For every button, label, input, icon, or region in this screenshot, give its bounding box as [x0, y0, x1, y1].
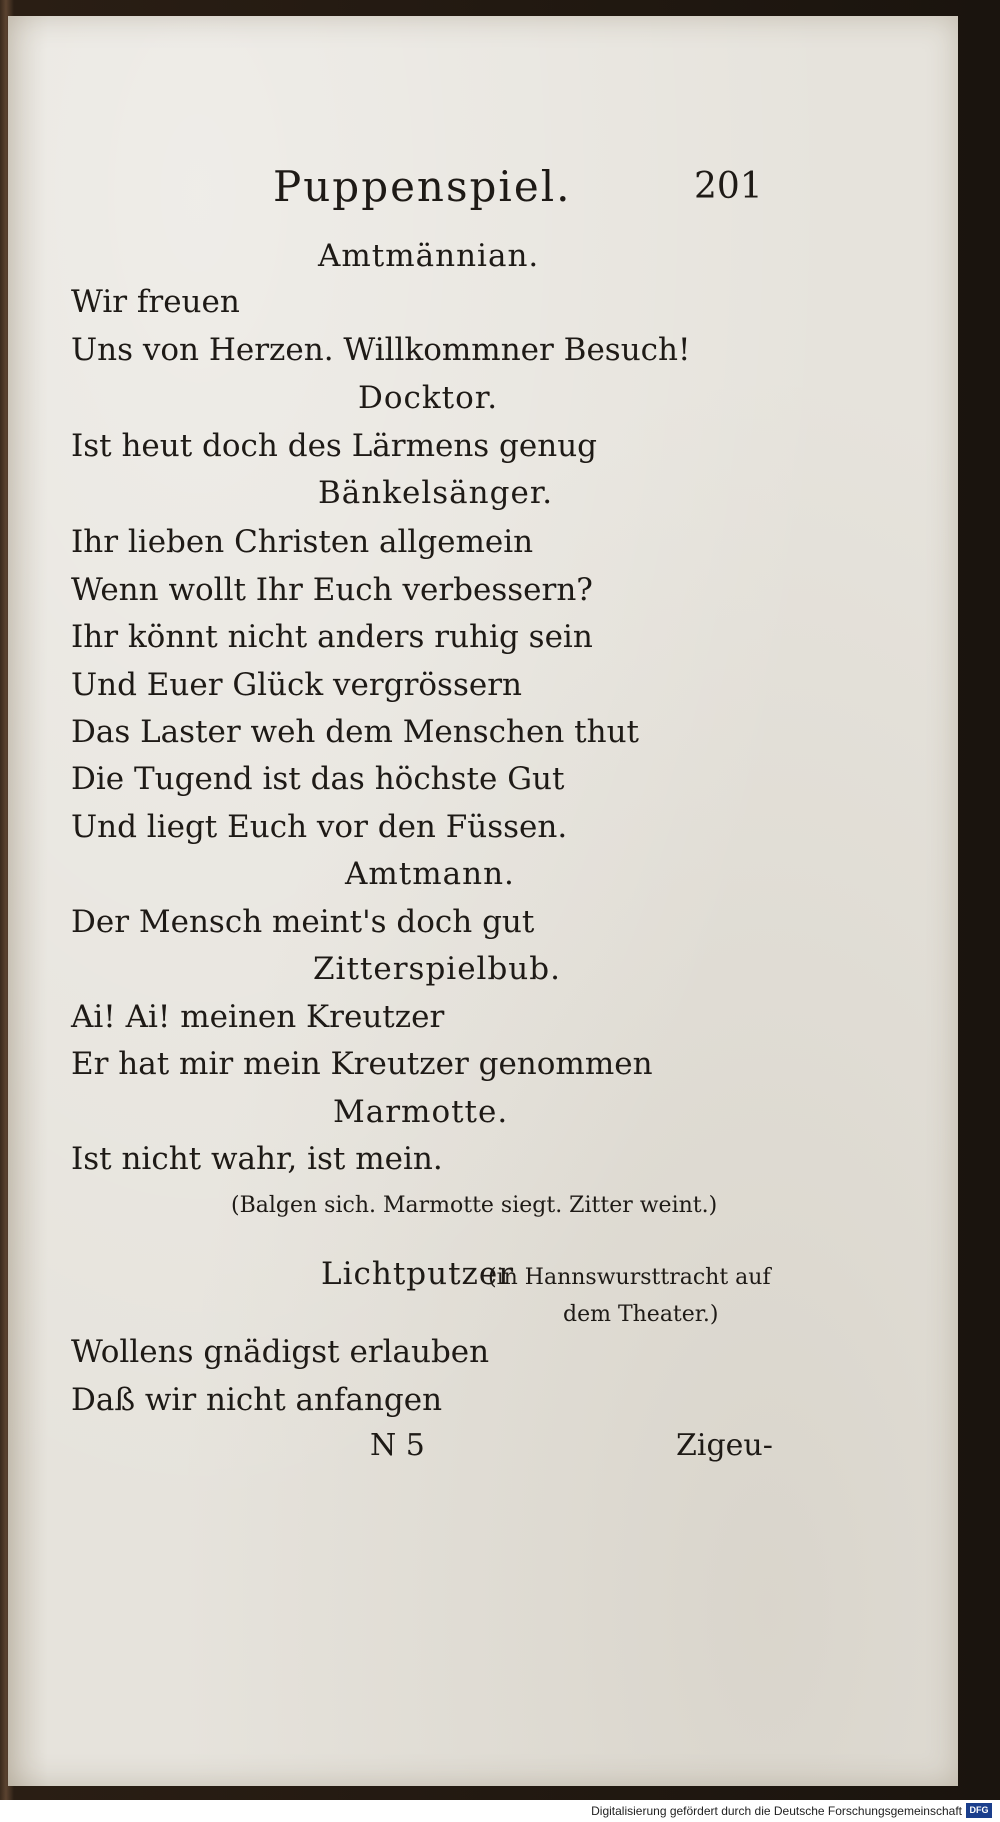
- digitization-footer: [0, 1800, 1000, 1822]
- verse-line: Ihr lieben Christen allgemein: [71, 524, 534, 560]
- speaker-name: Amtmännian.: [318, 238, 540, 274]
- stage-direction: (in Hannswursttracht auf: [488, 1265, 771, 1290]
- speaker-name: Zitterspielbub.: [313, 951, 561, 987]
- verse-line: Wollens gnädigst erlauben: [71, 1334, 490, 1370]
- page-number: 201: [694, 166, 763, 207]
- verse-line: Und liegt Euch vor den Füssen.: [71, 809, 568, 845]
- verse-line: Er hat mir mein Kreutzer genommen: [71, 1046, 653, 1082]
- verse-line: Die Tugend ist das höchste Gut: [71, 761, 565, 797]
- speaker-name: Marmotte.: [333, 1094, 509, 1130]
- verse-line: Ai! Ai! meinen Kreutzer: [71, 999, 445, 1035]
- running-title: Puppenspiel.: [273, 162, 572, 211]
- speaker-name: Lichtputzer: [321, 1256, 515, 1292]
- verse-line: Ist heut doch des Lärmens genug: [71, 428, 598, 464]
- catchword: Zigeu-: [676, 1428, 773, 1463]
- speaker-name: Docktor.: [358, 380, 499, 416]
- footer-credit: Digitalisierung gefördert durch die Deutsche Forschungsgemeinschaft: [591, 1804, 962, 1818]
- speaker-name: Amtmann.: [345, 856, 515, 892]
- verse-line: Wir freuen: [71, 284, 240, 320]
- book-page: [8, 16, 958, 1786]
- signature-mark: N 5: [370, 1428, 425, 1463]
- verse-line: Uns von Herzen. Willkommner Besuch!: [71, 332, 691, 368]
- verse-line: Und Euer Glück vergrössern: [71, 667, 522, 703]
- speaker-name: Bänkelsänger.: [318, 475, 554, 511]
- stage-direction: (Balgen sich. Marmotte siegt. Zitter weint.): [231, 1193, 718, 1218]
- stage-direction: dem Theater.): [563, 1302, 719, 1327]
- verse-line: Daß wir nicht anfangen: [71, 1382, 443, 1418]
- dfg-logo-icon: DFG: [966, 1803, 992, 1818]
- verse-line: Wenn wollt Ihr Euch verbessern?: [71, 572, 593, 608]
- verse-line: Ihr könnt nicht anders ruhig sein: [71, 619, 593, 655]
- verse-line: Ist nicht wahr, ist mein.: [71, 1141, 443, 1177]
- verse-line: Das Laster weh dem Menschen thut: [71, 714, 639, 750]
- verse-line: Der Mensch meint's doch gut: [71, 904, 535, 940]
